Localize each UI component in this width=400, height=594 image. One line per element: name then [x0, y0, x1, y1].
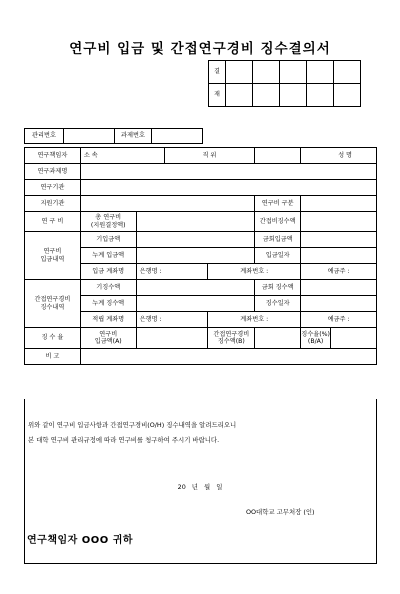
indirect-section-line2: 징수내역 — [40, 303, 65, 311]
total-fund-field[interactable] — [136, 212, 255, 232]
institution-label: 연구기관 — [25, 180, 81, 196]
approval-label-bottom: 재 — [209, 84, 226, 107]
fund-category-field[interactable] — [301, 196, 377, 212]
deposit-section-line1: 연구비 — [43, 248, 62, 256]
remarks-field[interactable] — [80, 349, 376, 365]
pi-label: 연구책임자 — [25, 148, 81, 164]
approval-cell[interactable] — [334, 61, 361, 84]
approval-cell[interactable] — [307, 84, 334, 107]
project-no-label: 과제번호 — [115, 129, 152, 144]
prev-deposit-field[interactable] — [136, 232, 255, 248]
research-fund-label: 연 구 비 — [25, 212, 81, 232]
fund-deposit-a-label — [80, 328, 136, 349]
total-fund-label — [80, 212, 136, 232]
indirect-collect-amount-label: 간접비징수액 — [255, 212, 301, 232]
approval-cell[interactable] — [307, 61, 334, 84]
collect-rate-label: 징 수 율 — [25, 328, 81, 349]
project-name-field[interactable] — [80, 164, 376, 180]
prev-collect-field[interactable] — [136, 280, 255, 296]
cum-collect-label: 누계 징수액 — [80, 296, 136, 312]
cum-collect-field[interactable] — [136, 296, 255, 312]
approval-cell[interactable] — [253, 84, 280, 107]
approval-label-top: 결 — [209, 61, 226, 84]
statement-text — [28, 418, 378, 448]
indirect-b-field[interactable] — [255, 328, 301, 349]
approval-cell[interactable] — [280, 84, 307, 107]
prev-collect-label: 기징수액 — [80, 280, 136, 296]
deposit-account-label: 입금 계좌명 — [80, 264, 136, 280]
indirect-b-label — [208, 328, 255, 349]
statement-addressee: 연구책임자 OOO 귀하 — [27, 535, 134, 546]
indirect-b-line2: 징수액(B) — [217, 338, 245, 345]
approval-box — [208, 60, 361, 107]
dept-label: 소 속 — [80, 148, 164, 164]
collect-date-field[interactable] — [301, 296, 377, 312]
deposit-bank-label: 은행명 : — [136, 264, 208, 280]
this-collect-field[interactable] — [301, 280, 377, 296]
indirect-section-line1: 간접연구경비 — [34, 296, 71, 304]
fund-deposit-a-field[interactable] — [136, 328, 208, 349]
reserve-bank-label: 은행명 : — [136, 312, 208, 328]
funding-agency-field[interactable] — [80, 196, 254, 212]
statement-line2: 본 대학 연구비 관리규정에 따라 연구비를 청구하여 주시기 바랍니다. — [28, 436, 220, 444]
collect-date-label: 징수일자 — [255, 296, 301, 312]
approval-cell[interactable] — [334, 84, 361, 107]
institution-field[interactable] — [80, 180, 376, 196]
total-fund-label-line1: 총 연구비 — [95, 214, 122, 222]
fund-deposit-a-line2: 입금액(A) — [94, 338, 122, 345]
main-form-table — [24, 147, 377, 365]
total-fund-label-line2: (지원결정액) — [90, 221, 126, 229]
rate-field[interactable] — [331, 328, 377, 349]
position-label: 직 위 — [164, 148, 255, 164]
deposit-depositor-label: 예금주 : — [301, 264, 377, 280]
prev-deposit-label: 기입금액 — [80, 232, 136, 248]
approval-cell[interactable] — [226, 61, 253, 84]
statement-signer: OO대학교 고무처장 (인) — [246, 508, 315, 516]
approval-cell[interactable] — [226, 84, 253, 107]
deposit-section-label — [25, 232, 81, 280]
name-label: 성 명 — [301, 148, 377, 164]
deposit-date-label: 입금일자 — [255, 248, 301, 264]
reserve-account-no-label: 계좌번호 : — [208, 312, 301, 328]
reserve-depositor-label: 예금주 : — [301, 312, 377, 328]
deposit-section-line2: 입금내역 — [40, 255, 65, 263]
mgmt-no-label: 관리번호 — [25, 129, 64, 144]
deposit-date-field[interactable] — [301, 248, 377, 264]
fund-deposit-a-line1: 연구비 — [99, 330, 118, 338]
indirect-section-label — [25, 280, 81, 328]
statement-date: 20 년 월 일 — [177, 483, 223, 491]
id-row — [24, 128, 203, 144]
indirect-b-line1: 간접연구경비 — [213, 330, 250, 338]
this-collect-label: 금회 징수액 — [255, 280, 301, 296]
reserve-account-label: 적립 계좌명 — [80, 312, 136, 328]
remarks-label: 비 고 — [25, 349, 81, 365]
approval-cell[interactable] — [253, 61, 280, 84]
this-deposit-field[interactable] — [301, 232, 377, 248]
position-field[interactable] — [255, 148, 301, 164]
funding-agency-label: 지원기관 — [25, 196, 81, 212]
rate-line2: (B/A) — [307, 338, 324, 345]
document-title: 연구비 입금 및 간접연구경비 징수결의서 — [69, 41, 331, 57]
mgmt-no-field[interactable] — [64, 129, 115, 144]
fund-category-label: 연구비 구분 — [255, 196, 301, 212]
approval-cell[interactable] — [280, 61, 307, 84]
indirect-collect-amount-field[interactable] — [301, 212, 377, 232]
statement-line1: 위와 같이 연구비 입금사항과 간접연구경비(O/H) 징수내역을 알려드리오니 — [28, 421, 237, 429]
this-deposit-label: 금회입금액 — [255, 232, 301, 248]
project-name-label: 연구과제명 — [25, 164, 81, 180]
rate-label — [301, 328, 331, 349]
rate-line1: 징수율(%) — [301, 330, 330, 338]
deposit-account-no-label: 계좌번호 : — [208, 264, 301, 280]
project-no-field[interactable] — [152, 129, 203, 144]
cum-deposit-label: 누계 입금액 — [80, 248, 136, 264]
cum-deposit-field[interactable] — [136, 248, 255, 264]
